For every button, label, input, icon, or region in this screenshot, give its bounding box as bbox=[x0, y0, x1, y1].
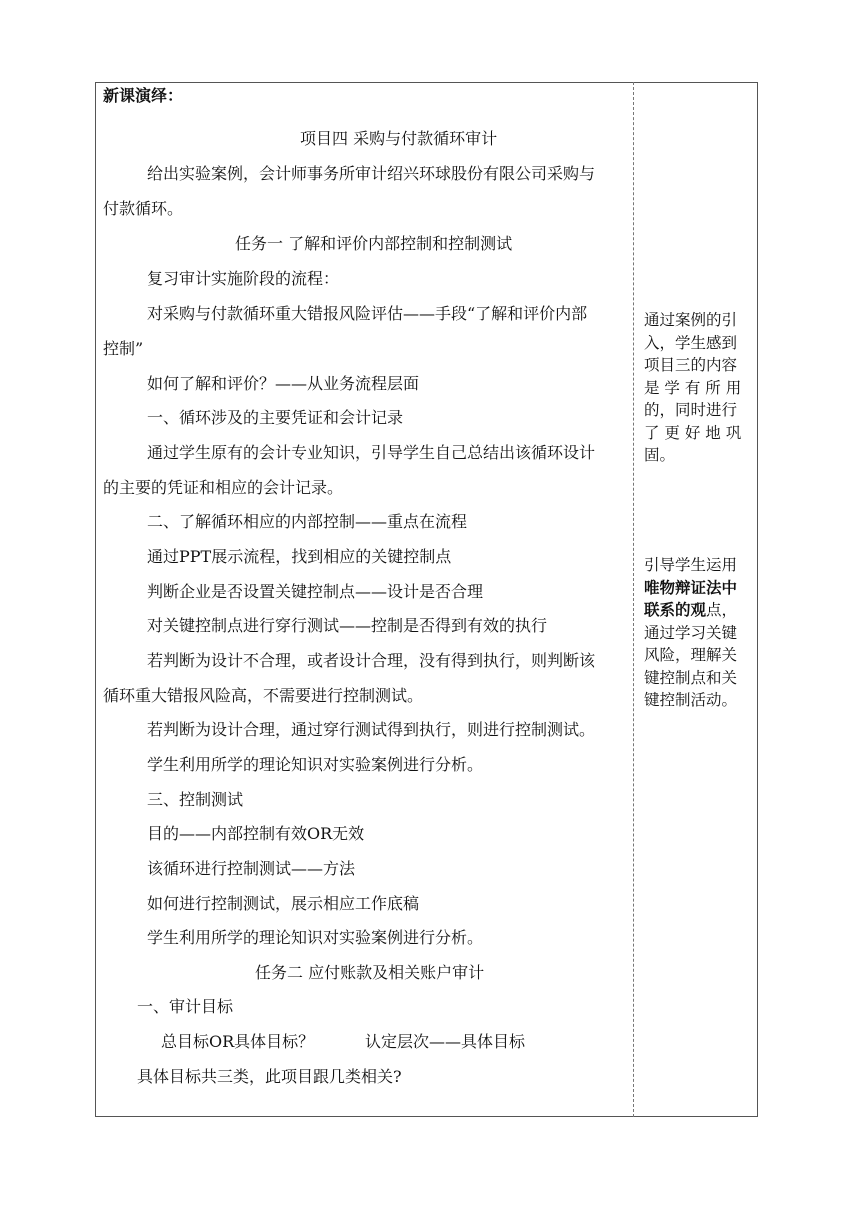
side-note-dialectics bbox=[644, 554, 755, 712]
task2-title: 任务二 应付账款及相关账户审计 bbox=[255, 963, 485, 982]
intro-line-2: 付款循环。 bbox=[103, 199, 184, 218]
side-note-2-line-3 bbox=[644, 599, 755, 622]
side-note-2-bold-1: 唯物辩证法中 bbox=[644, 577, 738, 597]
project-title: 项目四 采购与付款循环审计 bbox=[300, 129, 498, 148]
side-note-2-line-5: 风险，理解关 bbox=[644, 646, 738, 664]
reasonable-line: 若判断为设计合理，通过穿行测试得到执行，则进行控制测试。 bbox=[147, 720, 596, 739]
section-heading: 新课演绎： bbox=[103, 86, 184, 105]
item3-title: 三、控制测试 bbox=[147, 790, 244, 809]
risk-line-1: 对采购与付款循环重大错报风险评估——手段“了解和评价内部 bbox=[147, 304, 588, 323]
side-note-1-line-5: 的，同时进行 bbox=[644, 401, 738, 419]
ppt-line: 通过PPT展示流程，找到相应的关键控制点 bbox=[147, 547, 452, 566]
side-note-2-bold-2: 联系的观 bbox=[644, 600, 707, 619]
how-test-line: 如何进行控制测试，展示相应工作底稿 bbox=[147, 894, 420, 913]
goal-question: 总目标OR具体目标？ bbox=[161, 1032, 315, 1051]
main-content-column bbox=[95, 82, 633, 1117]
side-note-case-intro bbox=[644, 309, 755, 467]
intro-line-1: 给出实验案例，会计师事务所审计绍兴环球股份有限公司采购与 bbox=[147, 164, 596, 183]
side-note-2-line-7: 键控制活动。 bbox=[644, 691, 738, 709]
item1-title: 一、循环涉及的主要凭证和会计记录 bbox=[147, 408, 404, 427]
analysis-line-1: 学生利用所学的理论知识对实验案例进行分析。 bbox=[147, 755, 484, 774]
unreasonable-line-2: 循环重大错报风险高，不需要进行控制测试。 bbox=[103, 686, 424, 705]
side-note-1-line-6: 了 更 好 地 巩 bbox=[644, 423, 742, 442]
risk-line-2: 控制” bbox=[103, 339, 144, 358]
method-line: 该循环进行控制测试——方法 bbox=[147, 859, 356, 878]
review-line: 复习审计实施阶段的流程： bbox=[147, 269, 340, 288]
side-note-1-line-2: 入，学生感到 bbox=[644, 333, 738, 352]
side-note-1-line-1: 通过案例的引 bbox=[644, 311, 738, 329]
side-note-2-line-1: 引导学生运用 bbox=[644, 556, 738, 574]
column-divider bbox=[633, 82, 634, 1117]
item2-title: 二、了解循环相应的内部控制——重点在流程 bbox=[147, 512, 468, 531]
side-note-2-line-6: 键控制点和关 bbox=[644, 668, 738, 687]
side-note-2-line-4: 通过学习关键 bbox=[644, 623, 738, 642]
goal-level: 认定层次——具体目标 bbox=[365, 1032, 526, 1051]
walkthrough-line: 对关键控制点进行穿行测试——控制是否得到有效的执行 bbox=[147, 616, 548, 635]
side-note-1-line-3: 项目三的内容 bbox=[644, 356, 738, 374]
side-notes-column bbox=[641, 82, 755, 1117]
task1-title: 任务一 了解和评价内部控制和控制测试 bbox=[235, 234, 513, 253]
side-note-1-line-4: 是 学 有 所 用 bbox=[644, 378, 742, 397]
item1-line-1: 通过学生原有的会计专业知识，引导学生自己总结出该循环设计 bbox=[147, 443, 596, 462]
unreasonable-line-1: 若判断为设计不合理，或者设计合理，没有得到执行，则判断该 bbox=[147, 651, 596, 670]
side-note-2-tail: 点， bbox=[706, 601, 738, 619]
analysis-line-2: 学生利用所学的理论知识对实验案例进行分析。 bbox=[147, 928, 484, 947]
goal-types: 具体目标共三类，此项目跟几类相关? bbox=[137, 1067, 402, 1086]
goal-title: 一、审计目标 bbox=[137, 997, 234, 1016]
judge-line: 判断企业是否设置关键控制点——设计是否合理 bbox=[147, 582, 484, 601]
side-note-1-line-7: 固。 bbox=[644, 446, 676, 464]
how-line: 如何了解和评价？——从业务流程层面 bbox=[147, 374, 420, 393]
purpose-line: 目的——内部控制有效OR无效 bbox=[147, 824, 365, 843]
item1-line-2: 的主要的凭证和相应的会计记录。 bbox=[103, 478, 344, 497]
